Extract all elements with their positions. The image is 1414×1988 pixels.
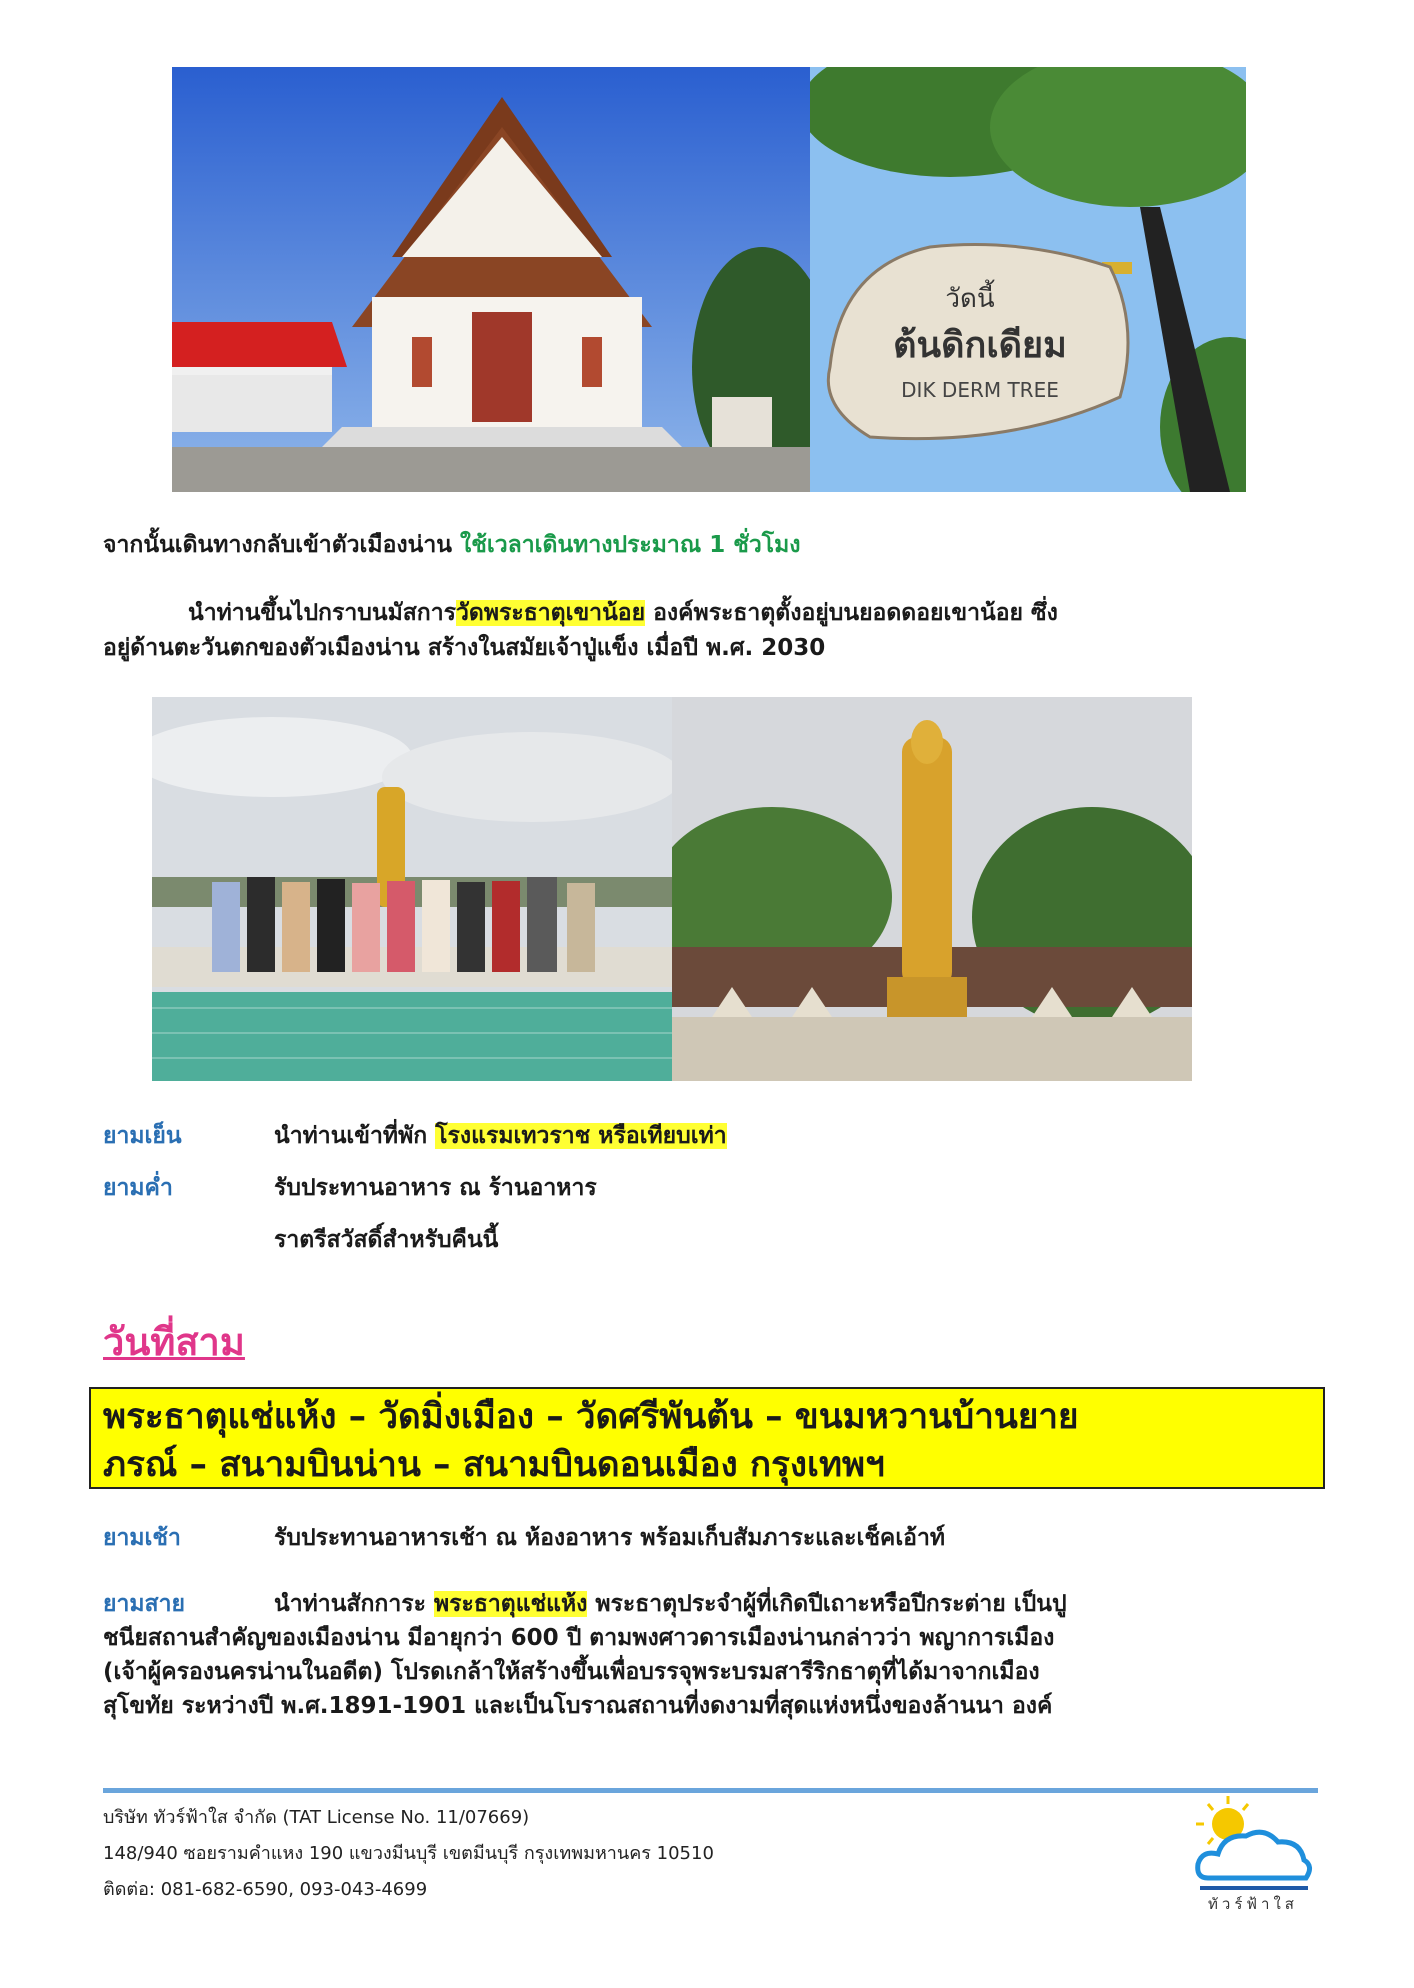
late-morning-line1-rest: พระธาตุประจำผู้ที่เกิดปีเถาะหรือปีกระต่าย เป็นปู <box>587 1591 1067 1617</box>
footer-contact <box>103 1878 427 1902</box>
footer-divider <box>103 1788 1318 1793</box>
late-morning-line3: (เจ้าผู้ครองนครน่านในอดีต) โปรดเกล้าให้สร้างขึ้นเพื่อบรรจุพระบรมสารีริกธาตุที่ได้มาจากเมือง <box>103 1659 1040 1685</box>
late-morning-lead: นำท่านสักการะ <box>274 1591 426 1617</box>
evening-lead: นำท่านเข้าที่พัก <box>274 1123 428 1149</box>
evening-text <box>274 1120 727 1152</box>
sign-thai-top: วัดนี้ <box>945 284 995 314</box>
footer-company: บริษัท ทัวร์ฟ้าใส จำกัด (TAT License No. 11/07669) <box>103 1807 530 1828</box>
temple-name: วัดพระธาตุเขาน้อย <box>455 600 646 626</box>
travel-time: ใช้เวลาเดินทางประมาณ 1 ชั่วโมง <box>460 532 801 558</box>
temple-line1-rest: องค์พระธาตุตั้งอยู่บนยอดดอยเขาน้อย ซึ่ง <box>645 600 1058 626</box>
sign-thai-main: ต้นดิกเดียม <box>893 324 1067 366</box>
day-heading: วันที่สาม <box>103 1320 245 1364</box>
morning-label: ยามเช้า <box>103 1525 181 1551</box>
night-line2: ราตรีสวัสดิ์สำหรับคืนนี้ <box>274 1227 499 1253</box>
temple-paragraph-line1 <box>188 597 1058 629</box>
evening-label: ยามเย็น <box>103 1123 182 1149</box>
morning-text: รับประทานอาหารเช้า ณ ห้องอาหาร พร้อมเก็บสัมภาระและเช็คเอ้าท์ <box>274 1525 946 1551</box>
footer-address: 148/940 ซอยรามคำแหง 190 แขวงมีนบุรี เขตมีนบุรี กรุงเทพมหานคร 10510 <box>103 1843 714 1864</box>
photo-group <box>152 697 672 1081</box>
temple-paragraph-line2 <box>103 632 825 664</box>
footer-contact-label: ติดต่อ: <box>103 1879 155 1900</box>
late-morning-line4: สุโขทัย ระหว่างปี พ.ศ.1891-1901 และเป็นโบราณสถานที่งดงามที่สุดแห่งหนึ่งของล้านนา องค์ <box>103 1693 1053 1719</box>
route-line2: ภรณ์ – สนามบินน่าน – สนามบินดอนเมือง กรุงเทพฯ <box>103 1445 885 1485</box>
late-morning-label: ยามสาย <box>103 1591 185 1617</box>
late-morning-line2: ชนียสถานสำคัญของเมืองน่าน มีอายุกว่า 600 ปี ตามพงศาวดารเมืองน่านกล่าวว่า พญาการเมือง <box>103 1625 1055 1651</box>
logo-text: ทัวร์ฟ้าใส <box>1208 1895 1298 1913</box>
hotel-name: โรงแรมเทวราช หรือเทียบเท่า <box>435 1123 727 1149</box>
night-line1: รับประทานอาหาร ณ ร้านอาหาร <box>274 1175 597 1201</box>
sign-english: DIK DERM TREE <box>901 378 1059 402</box>
chae-haeng-name: พระธาตุแช่แห้ง <box>433 1591 588 1617</box>
late-morning-line1 <box>103 1588 1067 1620</box>
footer-contact-numbers: 081-682-6590, 093-043-4699 <box>160 1879 428 1900</box>
temple-line2: อยู่ด้านตะวันตกของตัวเมืองน่าน สร้างในสมัยเจ้าปู่แข็ง เมื่อปี พ.ศ. 2030 <box>103 635 826 661</box>
intro-line <box>103 529 800 561</box>
photo-tree-sign <box>810 67 1246 492</box>
route-box <box>89 1387 1325 1489</box>
temple-lead: นำท่านขึ้นไปกราบนมัสการ <box>188 600 456 626</box>
route-line1: พระธาตุแช่แห้ง – วัดมิ่งเมือง – วัดศรีพันต้น – ขนมหวานบ้านยาย <box>103 1397 1079 1437</box>
company-logo <box>1188 1788 1318 1918</box>
photo-buddha <box>672 697 1192 1081</box>
photo-temple <box>172 67 810 492</box>
intro-text: จากนั้นเดินทางกลับเข้าตัวเมืองน่าน <box>103 532 452 558</box>
night-label: ยามค่ำ <box>103 1175 173 1201</box>
